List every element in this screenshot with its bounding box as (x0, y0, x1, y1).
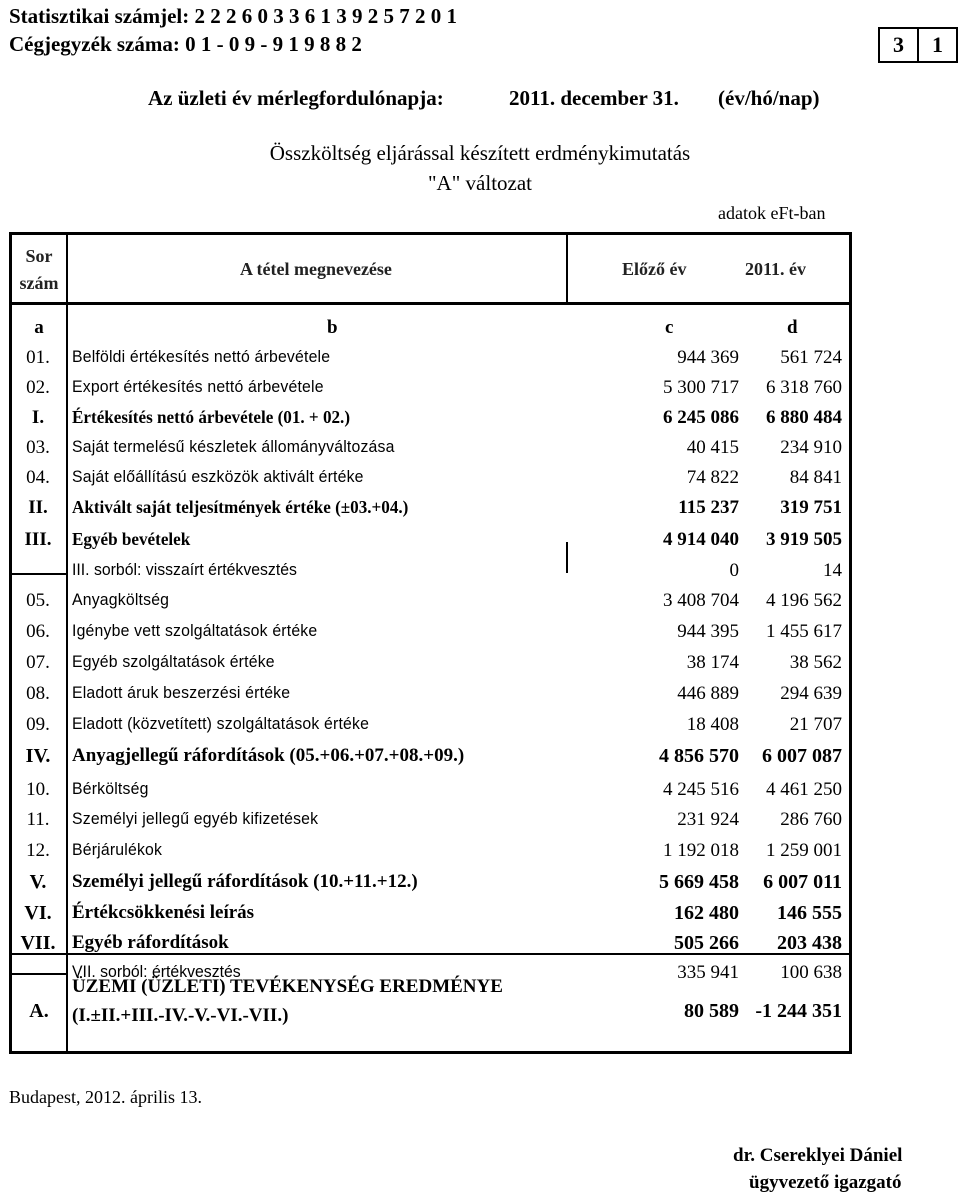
signer-title: ügyvezető igazgató (749, 1172, 902, 1193)
row-value-prev: 5 300 717 (663, 377, 739, 398)
row-number: 03. (26, 437, 50, 458)
row-value-curr: 6 318 760 (766, 377, 842, 398)
row-label: Bérjárulékok (72, 840, 163, 859)
row-number: II. (28, 497, 48, 518)
place-date: Budapest, 2012. április 13. (9, 1087, 202, 1107)
row-number: 08. (26, 683, 50, 704)
page-box-cell: 3 (893, 32, 904, 57)
column-divider (566, 235, 568, 302)
row-value-prev: 1 192 018 (663, 840, 739, 861)
row-value-curr: 6 880 484 (766, 407, 842, 428)
company-registration-number: Cégjegyzék száma: 0 1 - 0 9 - 9 1 9 8 8 2 (9, 32, 362, 56)
report-subtitle: "A" változat (427, 171, 533, 195)
row-number: 04. (26, 467, 50, 488)
row-number: 10. (26, 779, 50, 800)
row-value-prev: 40 415 (686, 437, 739, 458)
col-letter-a: a (34, 317, 44, 338)
balance-date-label: Az üzleti év mérlegfordulónapja: (148, 86, 444, 110)
row-value-curr: 286 760 (780, 809, 842, 830)
row-label: Anyagjellegű ráfordítások (05.+06.+07.+08.+09.) (72, 745, 465, 766)
row-value-prev: 4 914 040 (663, 529, 739, 550)
column-divider (66, 235, 68, 1051)
row-label: Egyéb bevételek (72, 529, 191, 549)
row-value-curr: 1 259 001 (766, 840, 842, 861)
row-value-curr: 4 461 250 (766, 779, 842, 800)
row-value-curr: 84 841 (789, 467, 842, 488)
row-number: 11. (26, 809, 50, 830)
row-label: Belföldi értékesítés nettó árbevétele (72, 347, 331, 366)
row-label: Saját termelésű készletek állományváltozása (72, 437, 395, 456)
row-number: I. (31, 407, 45, 428)
row-value-prev: 944 395 (677, 621, 739, 642)
row-number: 07. (26, 652, 50, 673)
row-label: Egyéb szolgáltatások értéke (72, 652, 275, 671)
row-value-prev: 115 237 (678, 497, 739, 518)
row-value-prev: 5 669 458 (659, 871, 739, 893)
row-number: IV. (25, 745, 51, 767)
row-value-prev: 446 889 (677, 683, 739, 704)
row-value-prev: 944 369 (677, 347, 739, 368)
row-value-prev: 4 856 570 (659, 745, 739, 767)
row-value-curr: 6 007 087 (762, 745, 842, 767)
row-value-curr: 319 751 (780, 497, 842, 518)
row-value-curr: 234 910 (780, 437, 842, 458)
row-number: 09. (26, 714, 50, 735)
row-value-prev: 335 941 (677, 962, 739, 983)
row-value-curr: 203 438 (777, 932, 842, 954)
row-value-prev: 162 480 (674, 902, 739, 924)
row-label: Anyagköltség (72, 590, 170, 609)
row-number: V. (29, 871, 47, 893)
col-header-name: A tétel megnevezése (240, 259, 392, 279)
row-number: VI. (24, 902, 52, 924)
col-header-sor: Sor (25, 246, 53, 266)
row-label: Eladott (közvetített) szolgáltatások értéke (72, 714, 370, 733)
row-value-prev: 18 408 (686, 714, 739, 735)
row-value-curr: 3 919 505 (766, 529, 842, 550)
balance-date: 2011. december 31. (509, 86, 679, 110)
row-value-curr: 1 455 617 (766, 621, 842, 642)
row-label: Igénybe vett szolgáltatások értéke (72, 621, 318, 640)
row-value-prev: 505 266 (674, 932, 739, 954)
row-value-prev: 231 924 (677, 809, 739, 830)
row-label: Bérköltség (72, 779, 149, 798)
col-header-curr: 2011. év (745, 259, 806, 279)
row-value-curr: 14 (823, 560, 842, 581)
row-label: Személyi jellegű ráfordítások (10.+11.+12.) (72, 871, 418, 892)
row-value-curr: 100 638 (780, 962, 842, 983)
row-label: Eladott áruk beszerzési értéke (72, 683, 291, 702)
page-box-cell: 1 (917, 29, 956, 61)
row-label: Export értékesítés nettó árbevétele (72, 377, 324, 396)
row-number: 12. (26, 840, 50, 861)
signer-name: dr. Csereklyei Dániel (733, 1145, 903, 1166)
row-value-prev: 38 174 (686, 652, 739, 673)
row-value-curr: -1 244 351 (755, 1000, 842, 1022)
row-value-curr: 38 562 (789, 652, 842, 673)
col-letter-b: b (327, 317, 338, 338)
row-divider (12, 973, 66, 975)
row-number: 02. (26, 377, 50, 398)
row-value-curr: 561 724 (780, 347, 842, 368)
row-value-prev: 3 408 704 (663, 590, 739, 611)
column-divider (566, 542, 568, 573)
row-value-curr: 4 196 562 (766, 590, 842, 611)
row-divider (12, 573, 66, 575)
row-number: 01. (26, 347, 50, 368)
row-value-curr: 21 707 (789, 714, 842, 735)
row-value-prev: 74 822 (686, 467, 739, 488)
row-number: A. (29, 1000, 49, 1022)
row-value-curr: 6 007 011 (763, 871, 842, 893)
date-format: (év/hó/nap) (718, 86, 820, 110)
col-letter-c: c (665, 317, 674, 338)
row-label: Egyéb ráfordítások (72, 932, 229, 953)
row-label: (I.±II.+III.-IV.-V.-VI.-VII.) (72, 1005, 289, 1026)
row-label: Aktivált saját teljesítmények értéke (±03.+04.) (72, 497, 409, 517)
row-label: Értékcsökkenési leírás (72, 902, 255, 923)
row-value-prev: 0 (729, 560, 739, 581)
col-letter-d: d (787, 317, 798, 338)
row-label: Értékesítés nettó árbevétele (01. + 02.) (72, 407, 351, 427)
report-title: Összköltség eljárással készített erdménykimutatás (269, 141, 691, 165)
statistical-id: Statisztikai számjel: 2 2 2 6 0 3 3 6 1 3 9 2 5 7 2 0 1 (9, 4, 457, 28)
row-label: Személyi jellegű egyéb kifizetések (72, 809, 319, 828)
col-header-szam: szám (19, 273, 59, 293)
row-number: 06. (26, 621, 50, 642)
row-value-prev: 80 589 (684, 1000, 739, 1022)
row-label: ÜZEMI (ÜZLETI) TEVÉKENYSÉG EREDMÉNYE (72, 976, 503, 997)
income-statement-table (9, 232, 852, 1054)
header-divider (12, 302, 849, 305)
row-label: III. sorból: visszaírt értékvesztés (72, 560, 297, 579)
row-value-prev: 4 245 516 (663, 779, 739, 800)
row-value-curr: 294 639 (780, 683, 842, 704)
page-number-box (878, 27, 958, 63)
row-number: III. (24, 529, 52, 550)
row-number: VII. (20, 932, 56, 954)
row-label: Saját előállítású eszközök aktivált értéke (72, 467, 364, 486)
units-note: adatok eFt-ban (718, 203, 826, 223)
col-header-prev: Előző év (622, 259, 687, 279)
row-label: VII. sorból: értékvesztés (72, 962, 241, 981)
row-number: 05. (26, 590, 50, 611)
row-value-curr: 146 555 (777, 902, 842, 924)
row-value-prev: 6 245 086 (663, 407, 739, 428)
